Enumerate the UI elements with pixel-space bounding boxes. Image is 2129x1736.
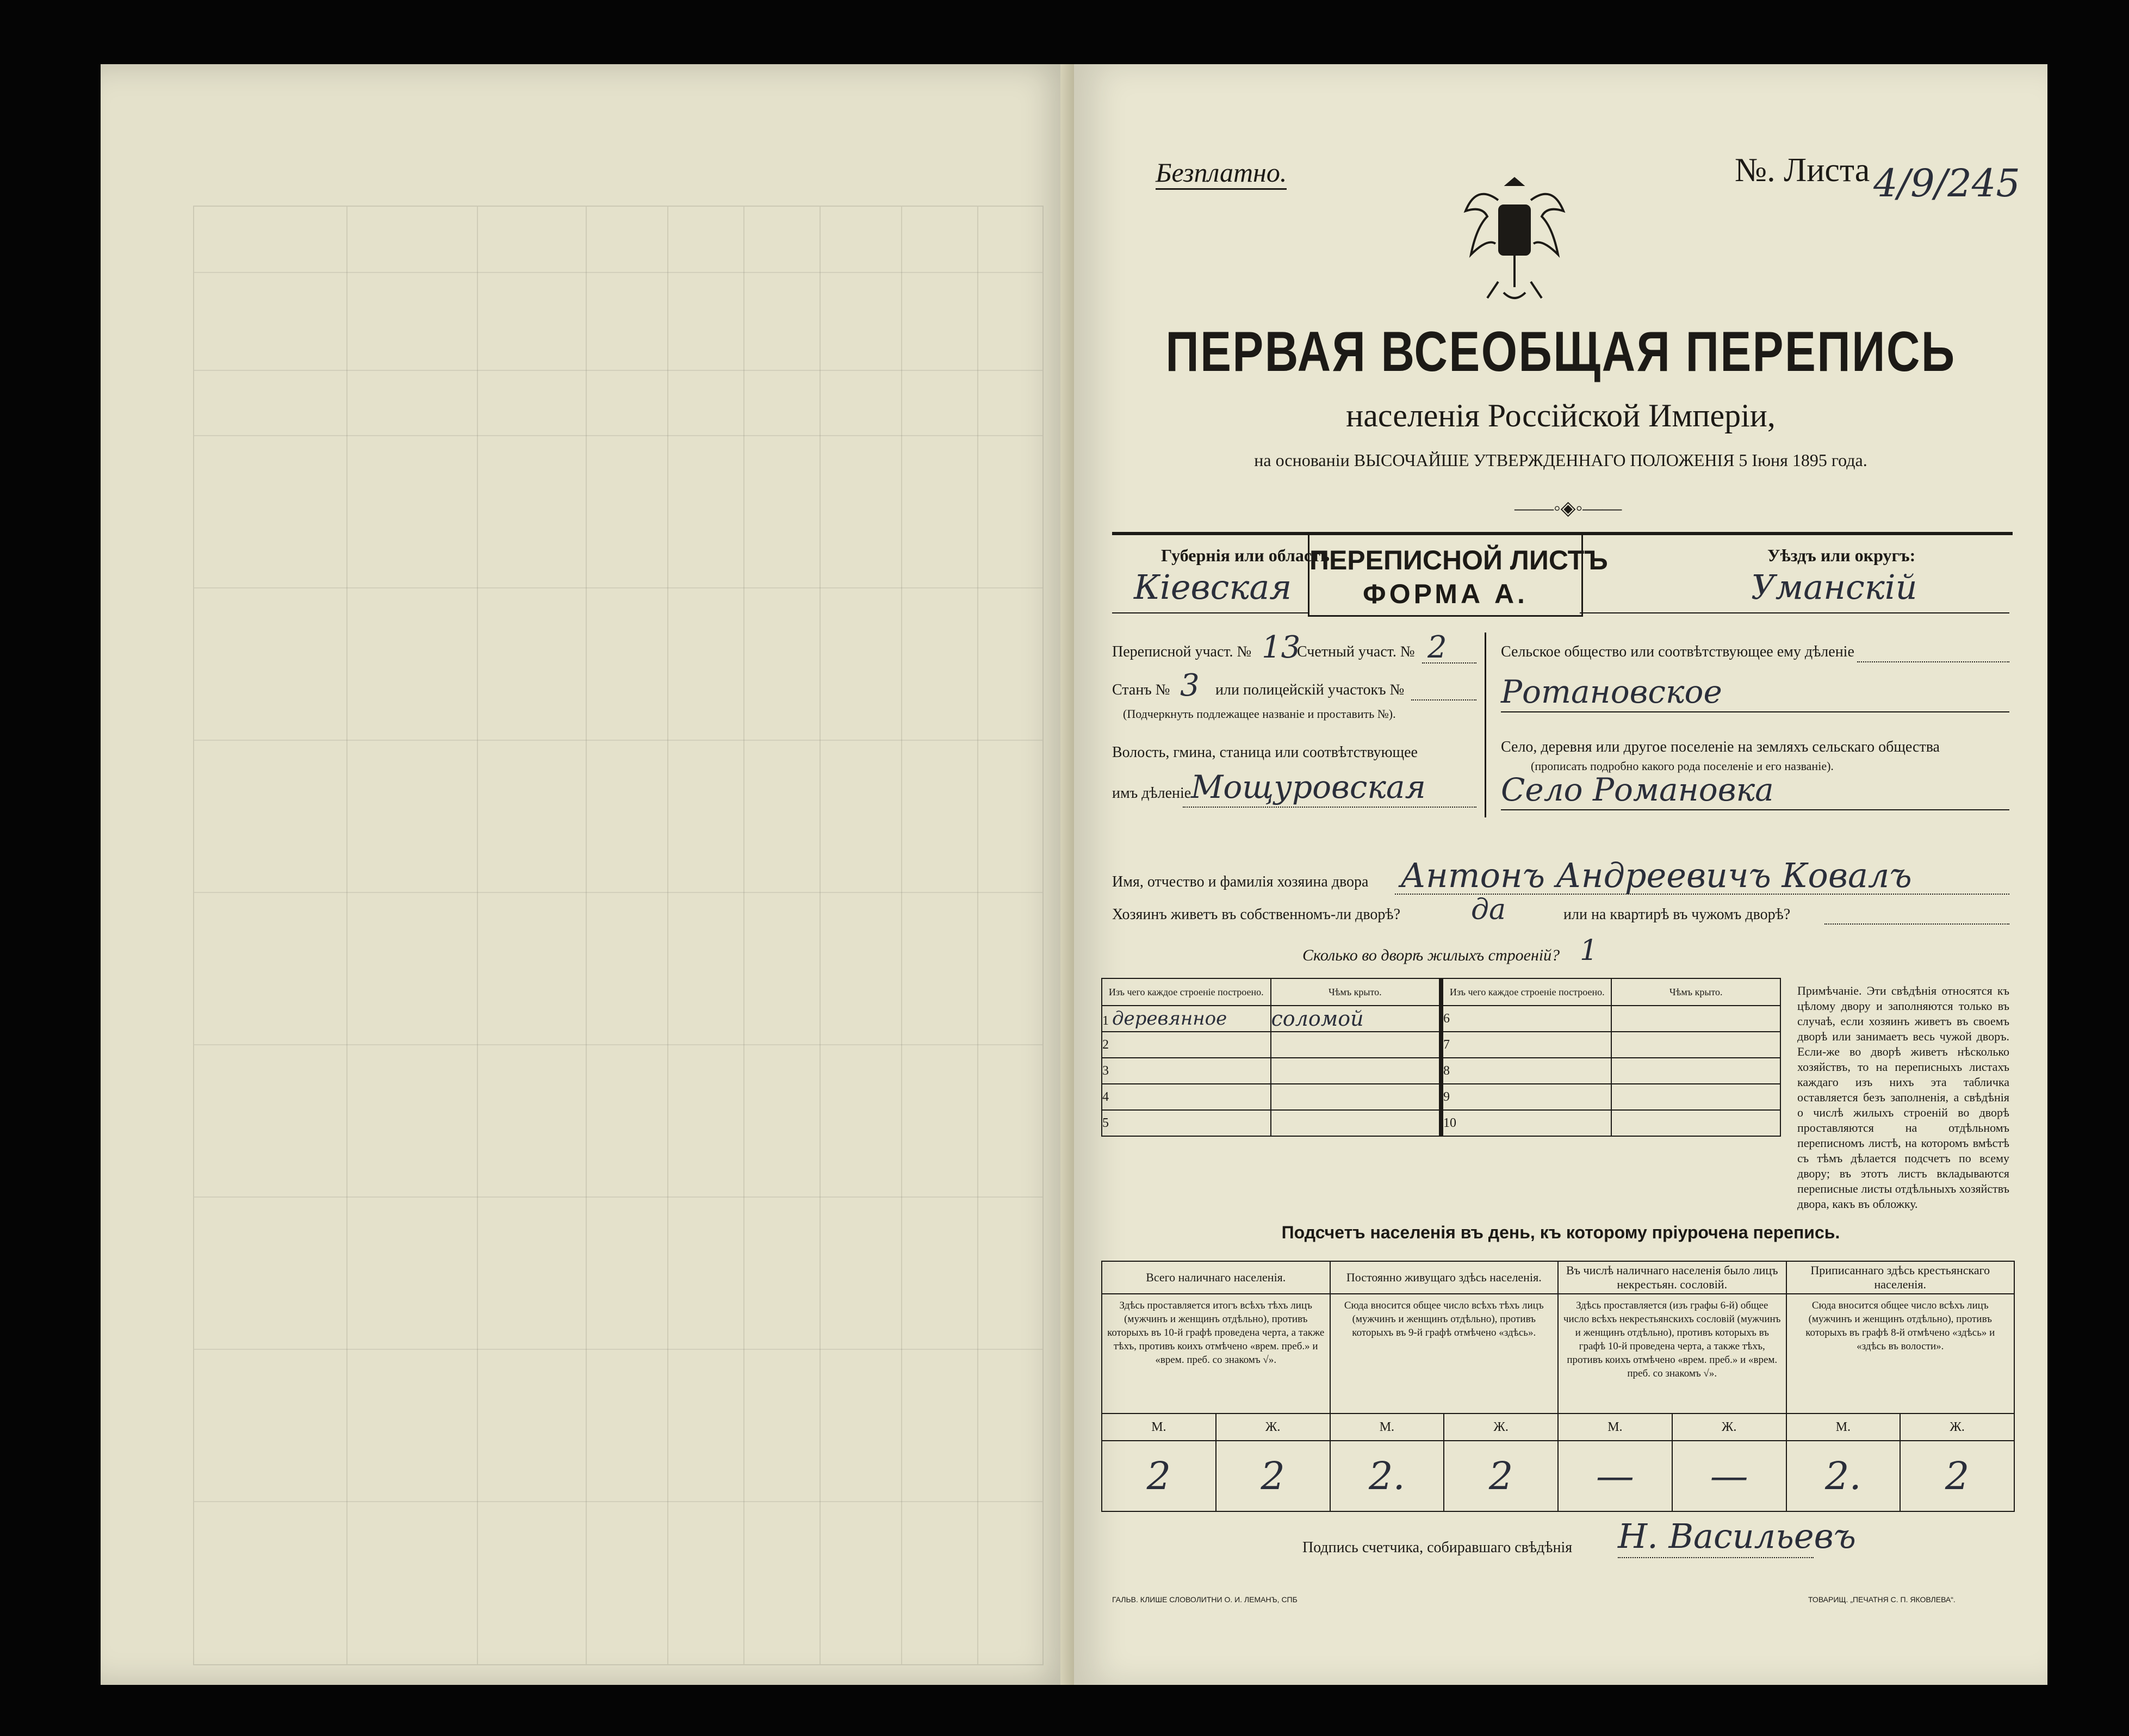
free-of-charge-label: Безплатно. (1156, 157, 1287, 190)
permanent-female-value: 2 (1444, 1441, 1558, 1511)
sheet-number-value: 4/9/245 (1873, 161, 2020, 206)
census-form-page (1074, 64, 2047, 1685)
table-row: 4 9 (1102, 1084, 1780, 1110)
form-subtitle: населенія Россійской Имперіи, (1346, 398, 1776, 433)
stan-label: Станъ № (1112, 681, 1170, 698)
non-peasant-male-value: — (1558, 1441, 1672, 1511)
double-headed-eagle-emblem-icon (1460, 168, 1569, 314)
building-roof-value: соломой (1271, 1007, 1364, 1031)
non-peasant-female-value: — (1672, 1441, 1786, 1511)
table-row: 3 8 (1102, 1058, 1780, 1084)
total-male-value: 2 (1102, 1441, 1216, 1511)
registered-peasant-female-value: 2 (1900, 1441, 2014, 1511)
buildings-value: 1 (1580, 934, 1598, 967)
village-value: Село Романовка (1501, 771, 1774, 808)
village-label: Село, деревня или другое поселеніе на земляхъ сельскаго общества (1501, 739, 1940, 755)
building-material-value: деревянное (1112, 1008, 1227, 1030)
underline-instruction: (Подчеркнуть подлежащее названіе и проставить №). (1123, 707, 1396, 721)
census-section-label: Переписной участ. № (1112, 643, 1252, 660)
left-page (101, 64, 1074, 1685)
table-row: 2 7 (1102, 1032, 1780, 1058)
population-count-title: Подсчетъ населенія въ день, къ которому пріурочена перепись. (1281, 1223, 1840, 1242)
registered-peasant-male-value: 2. (1786, 1441, 1901, 1511)
owner-label: Имя, отчество и фамилія хозяина двора (1112, 873, 1369, 890)
female-label: Ж. (1900, 1413, 2014, 1441)
table-row: 1 деревянное соломой 6 (1102, 1006, 1780, 1032)
volost-value: Мощуровская (1191, 768, 1426, 805)
rural-society-value: Роmановское (1501, 673, 1722, 710)
village-instruction: (прописать подробно какого рода поселеніе и его названіе). (1531, 759, 1834, 773)
signature-value: Н. Васильевъ (1618, 1516, 1856, 1556)
district-label: Уѣздъ или округъ: (1767, 545, 1916, 565)
counting-section-label: Счетный участ. № (1297, 643, 1415, 660)
population-count-table (1101, 1261, 2015, 1512)
male-label: М. (1330, 1413, 1444, 1441)
buildings-label: Сколько во дворѣ жилыхъ строеній? (1302, 946, 1560, 964)
count-col-1-desc: Здѣсь проставляется итогъ всѣхъ тѣхъ лицъ (мужчинъ и женщинъ отдѣльно), противъ которыхъ въ 10-й графѣ проведена черта, а также тѣхъ, противъ коихъ отмѣчено «врем. преб.» и «врем. преб. со знакомъ √». (1102, 1294, 1330, 1413)
sheet-type-line-1: ПЕРЕПИСНОЙ ЛИСТЪ (1309, 545, 1608, 575)
col-roof-header: Чѣмъ крыто. (1271, 978, 1440, 1006)
total-female-value: 2 (1216, 1441, 1330, 1511)
col-material-header-2: Изъ чего каждое строеніе построено. (1443, 978, 1612, 1006)
police-section-label: или полицейскій участокъ № (1215, 681, 1405, 698)
buildings-table (1101, 978, 1781, 1137)
count-col-4-header: Приписаннаго здѣсь крестьянскаго населенія. (1786, 1261, 2015, 1294)
printer-credit-right: ТОВАРИЩ. „ПЕЧАТНЯ С. П. ЯКОВЛЕВА“. (1808, 1595, 1956, 1604)
count-col-1-header: Всего наличнаго населенія. (1102, 1261, 1330, 1294)
female-label: Ж. (1216, 1413, 1330, 1441)
stan-value: 3 (1180, 668, 1200, 703)
counting-section-value: 2 (1427, 630, 1447, 665)
count-col-2-header: Постоянно живущаго здѣсь населенія. (1330, 1261, 1559, 1294)
male-label: М. (1786, 1413, 1901, 1441)
column-divider (1485, 633, 1486, 817)
sheet-number-label: №. Листа (1735, 152, 1870, 189)
owner-value: Антонъ Андреевичъ Ковалъ (1400, 855, 1912, 895)
sheet-type-box (1308, 532, 1608, 617)
count-col-3-desc: Здѣсь проставляется (изъ графы 6-й) общее число всѣхъ некрестьянскихъ сословій (мужчинъ и женщинъ отдѣльно), противъ которыхъ въ графѣ 10-й проведена черта, а также тѣхъ, противъ коихъ отмѣчено «врем. преб.» и «врем. преб. со знакомъ √». (1558, 1294, 1786, 1413)
census-section-value: 13 (1262, 630, 1301, 665)
form-title: ПЕРВАЯ ВСЕОБЩАЯ ПЕРЕПИСЬ (1165, 320, 1956, 383)
owner-lives-label: Хозяинъ живетъ въ собственномъ-ли дворѣ? (1112, 906, 1401, 923)
volost-label-1: Волость, гмина, станица или соотвѣтствующее (1112, 744, 1418, 761)
female-label: Ж. (1444, 1413, 1558, 1441)
bleed-through-grid (193, 206, 1044, 1665)
district-value: Уманскій (1751, 567, 1917, 607)
count-col-2-desc: Сюда вносится общее число всѣхъ тѣхъ лицъ (мужчинъ и женщинъ отдѣльно), противъ которыхъ въ 9-й графѣ отмѣчено «здѣсь». (1330, 1294, 1559, 1413)
buildings-note: Примѣчаніе. Эти свѣдѣнія относятся къ цѣлому двору и заполняются только въ случаѣ, если хозяинъ живетъ въ своемъ дворѣ или занимаетъ весь чужой дворъ. Если-же во дворѣ живетъ нѣсколько хозяйствъ, то на переписныхъ листахъ каждаго изъ нихъ эта табличка оставляется безъ заполненія, а свѣдѣнія о числѣ жилыхъ строеній во дворѣ проставляются на отдѣльномъ переписномъ листѣ, на которомъ вмѣстѣ съ тѣмъ дѣлается подсчетъ по всему двору; въ этотъ листъ вкладываются переписные листы отдѣльныхъ хозяйствъ двора, какъ въ обложку. (1797, 984, 2009, 1211)
province-label: Губернія или область: (1161, 545, 1336, 565)
female-label: Ж. (1672, 1413, 1786, 1441)
male-label: М. (1102, 1413, 1216, 1441)
sheet-type-line-2: ФОРМА А. (1363, 579, 1528, 609)
ornament-divider: ——◦◈◦—— (1514, 497, 1622, 519)
permanent-male-value: 2. (1330, 1441, 1444, 1511)
printer-credit-left: ГАЛЬВ. КЛИШЕ СЛОВОЛИТНИ О. И. ЛЕМАНЪ, СПБ (1112, 1595, 1298, 1604)
col-roof-header-2: Чѣмъ крыто. (1611, 978, 1780, 1006)
owner-lives-value: да (1471, 894, 1506, 926)
male-label: М. (1558, 1413, 1672, 1441)
signature-label: Подпись счетчика, собиравшаго свѣдѣнія (1302, 1539, 1573, 1556)
legal-basis-line: на основаніи ВЫСОЧАЙШЕ УТВЕРЖДЕННАГО ПОЛОЖЕНІЯ 5 Іюня 1895 года. (1254, 450, 1867, 470)
table-row: 5 10 (1102, 1110, 1780, 1136)
volost-label-2: имъ дѣленіе (1112, 785, 1191, 802)
rural-society-label: Сельское общество или соотвѣтствующее ему дѣленіе (1501, 643, 1854, 660)
count-col-4-desc: Сюда вносится общее число всѣхъ лицъ (мужчинъ и женщинъ отдѣльно), противъ которыхъ въ графѣ 8-й отмѣчено «здѣсь» и «здѣсь въ волости». (1786, 1294, 2015, 1413)
province-value: Кіевская (1134, 567, 1292, 607)
apartment-label: или на квартирѣ въ чужомъ дворѣ? (1563, 906, 1791, 923)
col-material-header: Изъ чего каждое строеніе построено. (1102, 978, 1271, 1006)
count-col-3-header: Въ числѣ наличнаго населенія было лицъ некрестьян. сословій. (1558, 1261, 1786, 1294)
